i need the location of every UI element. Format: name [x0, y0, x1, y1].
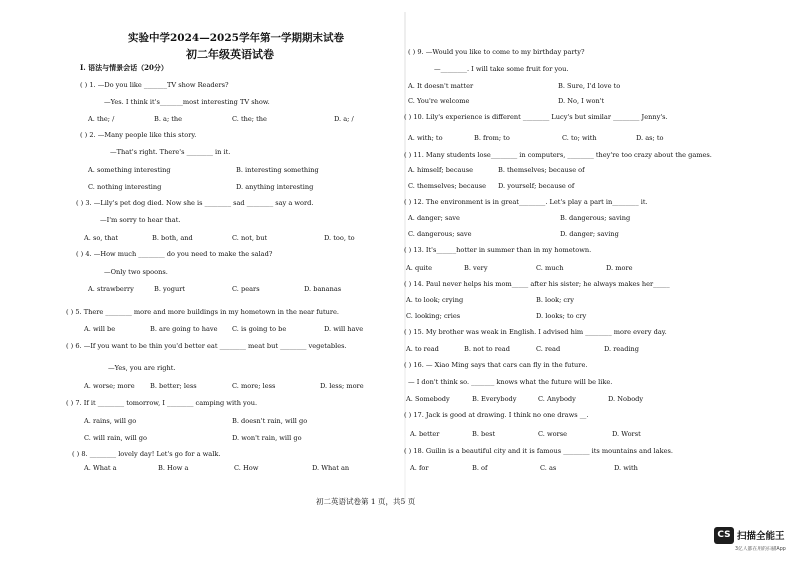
q5-stem: ( ) 5. There ________ more and more buildings in my hometown in the near future.	[66, 308, 340, 316]
q1-stem-2: —Yes. I think it's_______most interesting TV show.	[104, 98, 270, 106]
q15-option-d: D. reading	[604, 345, 640, 353]
q12-option-c: C. dangerous; save	[408, 230, 472, 238]
q7-option-d: D. won't rain, will go	[232, 434, 302, 442]
page-footer: 初二英语试卷第 1 页，共5 页	[316, 497, 416, 506]
q2-stem: ( ) 2. —Many people like this story.	[80, 131, 197, 139]
q2-option-c: C. nothing interesting	[88, 183, 162, 191]
q14-option-a: A. to look; crying	[406, 296, 464, 304]
q3-stem-2: —I'm sorry to hear that.	[100, 216, 181, 224]
q7-option-a: A. rains, will go	[84, 417, 137, 425]
q11-option-a: A. himself; because	[408, 166, 473, 174]
q11-stem: ( ) 11. Many students lose________ in computers, ________ they're too crazy about the games.	[404, 151, 712, 159]
q6-stem: ( ) 6. —If you want to be thin you'd better eat ________ meat but ________ vegetables.	[66, 342, 347, 350]
q5-option-a: A. will be	[84, 325, 116, 333]
q16-option-c: C. Anybody	[538, 395, 576, 403]
q17-option-a: A. better	[410, 430, 440, 438]
q15-option-c: C. read	[536, 345, 561, 353]
q4-option-d: D. bananas	[304, 285, 342, 293]
q16-option-d: D. Nobody	[608, 395, 644, 403]
q17-stem: ( ) 17. Jack is good at drawing. I think no one draws __.	[404, 411, 589, 419]
q5-option-d: D. will have	[324, 325, 364, 333]
q16-stem-2: — I don't think so. _______ knows what the future will be like.	[408, 378, 613, 386]
q2-option-b: B. interesting something	[236, 166, 319, 174]
q6-option-c: C. more; less	[232, 382, 276, 390]
q10-option-b: B. from; to	[474, 134, 510, 142]
q8-option-c: C. How	[234, 464, 259, 472]
q6-stem-2: —Yes, you are right.	[108, 364, 176, 372]
q8-stem: ( ) 8. ________ lovely day! Let's go for a walk.	[72, 450, 221, 458]
scanner-app-name: 扫描全能王	[737, 531, 785, 542]
q3-option-d: D. too, to	[324, 234, 355, 242]
q18-option-c: C. as	[540, 464, 557, 472]
q9-stem: ( ) 9. —Would you like to come to my birthday party?	[408, 48, 585, 56]
q14-option-d: D. looks; to cry	[536, 312, 587, 320]
exam-subtitle: 初二年级英语试卷	[186, 48, 274, 61]
q16-option-a: A. Somebody	[406, 395, 450, 403]
q7-stem: ( ) 7. If it ________ tomorrow, I ________ camping with you.	[66, 399, 258, 407]
q14-option-b: B. look; cry	[536, 296, 574, 304]
q4-stem: ( ) 4. —How much ________ do you need to make the salad?	[76, 250, 273, 258]
q13-option-d: D. more	[606, 264, 633, 272]
q11-option-b: B. themselves; because of	[498, 166, 585, 174]
q8-option-d: D. What an	[312, 464, 350, 472]
q15-option-a: A. to read	[406, 345, 439, 353]
q12-option-a: A. danger; save	[408, 214, 460, 222]
q3-stem: ( ) 3. —Lily's pet dog died. Now she is ________ sad ________ say a word.	[76, 199, 314, 207]
q5-option-b: B. are going to have	[150, 325, 218, 333]
q9-stem-2: —________. I will take some fruit for you.	[434, 65, 569, 73]
q9-option-b: B. Sure, I'd love to	[558, 82, 621, 90]
q17-option-d: D. Worst	[612, 430, 641, 438]
q2-stem-2: —That's right. There's ________ in it.	[110, 148, 231, 156]
q18-option-d: D. with	[614, 464, 638, 472]
q14-option-c: C. looking; cries	[406, 312, 461, 320]
q15-option-b: B. not to read	[464, 345, 510, 353]
q2-option-a: A. something interesting	[88, 166, 171, 174]
q18-stem: ( ) 18. Guilin is a beautiful city and it is famous ________ its mountains and lakes.	[404, 447, 673, 455]
q10-option-d: D. as; to	[636, 134, 664, 142]
scan-fold-line	[404, 12, 406, 502]
q9-option-c: C. You're welcome	[408, 97, 470, 105]
q13-option-c: C. much	[536, 264, 564, 272]
q4-option-c: C. pears	[232, 285, 260, 293]
q15-stem: ( ) 15. My brother was weak in English. I advised him ________ more every day.	[404, 328, 667, 336]
q9-option-a: A. It doesn't matter	[408, 82, 474, 90]
q2-option-d: D. anything interesting	[236, 183, 314, 191]
q16-option-b: B. Everybody	[472, 395, 517, 403]
q6-option-a: A. worse; more	[84, 382, 135, 390]
q18-option-b: B. of	[472, 464, 488, 472]
q3-option-b: B. both, and	[152, 234, 193, 242]
camscanner-logo-icon: CS	[714, 527, 734, 544]
q8-option-b: B. How a	[158, 464, 189, 472]
q7-option-c: C. will rain, will go	[84, 434, 147, 442]
q10-option-a: A. with; to	[408, 134, 443, 142]
q8-option-a: A. What a	[84, 464, 117, 472]
q1-option-a: A. the; /	[88, 115, 115, 123]
q13-option-a: A. quite	[406, 264, 433, 272]
q18-option-a: A. for	[410, 464, 429, 472]
section-heading: Ⅰ. 语法与情景会话（20分）	[80, 63, 168, 72]
q16-stem: ( ) 16. — Xiao Ming says that cars can fly in the future.	[404, 361, 588, 369]
exam-title: 实验中学2024—2025学年第一学期期末试卷	[128, 32, 344, 44]
q12-option-b: B. dangerous; saving	[560, 214, 631, 222]
scanner-tagline: 3亿人都在用的扫描App	[735, 547, 786, 552]
q10-option-c: C. to; with	[562, 134, 597, 142]
q1-option-c: C. the; the	[232, 115, 267, 123]
q11-option-d: D. yourself; because of	[498, 182, 575, 190]
q17-option-c: C. worse	[538, 430, 568, 438]
q11-option-c: C. themselves; because	[408, 182, 487, 190]
q6-option-d: D. less; more	[320, 382, 364, 390]
q17-option-b: B. best	[472, 430, 496, 438]
q3-option-a: A. so, that	[84, 234, 118, 242]
q10-stem: ( ) 10. Lily's experience is different ________ Lucy's but similar ________ Jenny's.	[404, 113, 668, 121]
q6-option-b: B. better; less	[150, 382, 197, 390]
q1-stem: ( ) 1. —Do you like _______TV show Readers?	[80, 81, 229, 89]
q12-option-d: D. danger; saving	[560, 230, 619, 238]
q12-stem: ( ) 12. The environment is in great________. Let's play a part in________ it.	[404, 198, 648, 206]
q1-option-d: D. a; /	[334, 115, 354, 123]
q4-option-a: A. strawberry	[88, 285, 134, 293]
q9-option-d: D. No, I won't	[558, 97, 605, 105]
q13-stem: ( ) 13. It's______hotter in summer than in my hometown.	[404, 246, 592, 254]
q4-stem-2: —Only two spoons.	[104, 268, 168, 276]
q3-option-c: C. not, but	[232, 234, 268, 242]
q4-option-b: B. yogurt	[154, 285, 186, 293]
q14-stem: ( ) 14. Paul never helps his mom_____ after his sister; he always makes her_____	[404, 280, 670, 288]
q5-option-c: C. is going to be	[232, 325, 287, 333]
q1-option-b: B. a; the	[154, 115, 183, 123]
q13-option-b: B. very	[464, 264, 488, 272]
q7-option-b: B. doesn't rain, will go	[232, 417, 308, 425]
